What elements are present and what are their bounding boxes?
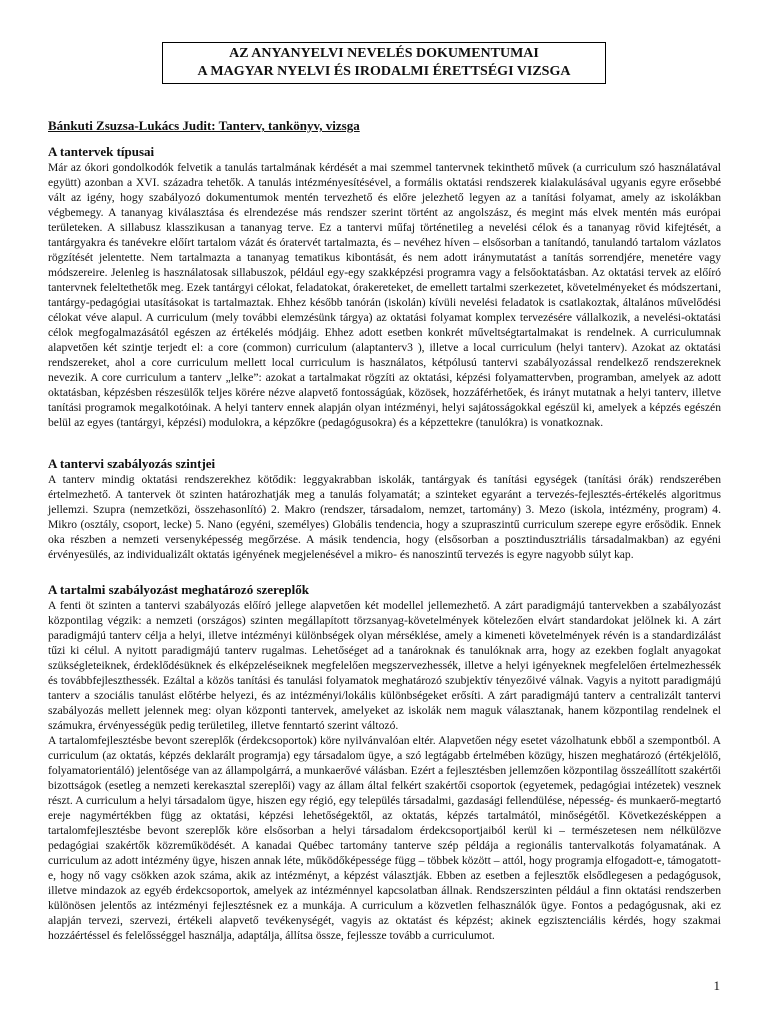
- section-paragraph: A tartalomfejlesztésbe bevont szereplők (érdekcsoportok) köre nyilvánvalóan eltér. Alapvetően négy esetet vázolhatunk ebből a szempontból. A curriculum (az oktatás, képzés deklarált programja) egy társadalom ügye, a szó legtágabb értelmében közügy, hiszen meghatározó (értékjelölő, folyamatorientáló) jelentősége van az állampolgárrá, a munkaerővé válásban. Ezért a fejlesztésben jellemzően központilag összeállított szakértői bizottságok (esetleg a nemzeti kerekasztal szereplői) vagy az állam által felkért szakértői csoportok (egyetemek, pedagógiai intézetek) vesznek részt. A curriculum a helyi társadalom ügye, hiszen egy régió, egy település társadalmi, gazdasági fellendülése, népesség- és munkaerő-megtartó ereje nagymértékben függ az oktatási, képzési lehetőségektől, az oktatás, képzés tartalmától, minőségétől. Következésképpen a tartalomfejlesztésbe bevont szereplők köre elsősorban a helyi társadalom érdekcsoportjaiból kerül ki – természetesen nem nélkülözve pedagógiai szakértők közreműködését. A kanadai Québec tartomány tanterve szép példája a regionális tantervalkotás folyamatának. A curriculum az adott intézmény ügye, hiszen annak léte, működőképessége függ – többek között – attól, hogy programja elfogadott-e, támogatott-e, hogy nő vagy csökken azok száma, akik az intézményt, a képzést választják. Ebben az esetben a fejlesztők elsődlegesen a pedagógusok, illetve mindazok az egyéb érdekcsoportok, amelyek az intézménnyel kapcsolatban állnak. Rendszerszinten például a finn oktatási rendszerben különösen jelentős az intézményi fejlesztésnek ez a munkája. A curriculum a közvetlen felhasználók ügye. Fontos a pedagógusnak, aki ez alapján tervezi, szervezi, értékeli alapvető tevékenységét, vagyis az oktatást és képzést; akinek egzisztenciális kérdés, hogy szakmai hozzáértéssel és felelősséggel használja, adaptálja, állítsa össze, fejlessze tovább a curriculumot.: [48, 734, 721, 942]
- section-szabalyozas-szintjei: [48, 456, 721, 562]
- section-paragraph: A tanterv mindig oktatási rendszerekhez kötődik: leggyakrabban iskolák, tantárgyak és tanítási egységek (tanítási órák) rendszerében értelmezhető. A tantervek öt szinten határozhatják meg a tanulás folyamatát; a szinteket egyaránt a tervezés-fejlesztés-értékelés algoritmus jellemzi. Szupra (nemzetközi, összehasonlító) 2. Makro (rendszer, társadalom, nemzet, tartomány) 3. Mezo (iskola, intézmény, program) 4. Mikro (osztály, csoport, lecke) 5. Nano (egyéni, személyes) Globális tendencia, hogy a szupraszintű curriculum szerepe egyre erősödik. Ennek oka részben a nemzeti versenyképesség megőrzése. A másik tendencia, hogy (elsősorban a posztindusztriális társadalmakban) az egyéni érvényesülés, az individualizált oktatás igényének megjelenésével a mikro- és nanoszintű tervezés is egyre nagyobb súlyt kap.: [48, 473, 721, 561]
- author-line: Bánkuti Zsuzsa-Lukács Judit: Tanterv, tankönyv, vizsga: [48, 118, 360, 133]
- section-heading: A tartalmi szabályozást meghatározó szereplők: [48, 582, 309, 597]
- section-heading: A tantervi szabályozás szintjei: [48, 456, 216, 471]
- title-box: [162, 42, 606, 84]
- section-szereplok: [48, 582, 721, 943]
- title-line-2: A MAGYAR NYELVI ÉS IRODALMI ÉRETTSÉGI VIZSGA: [197, 64, 571, 79]
- section-paragraph: A fenti öt szinten a tantervi szabályozás előíró jellege alapvetően két modellel jellemezhető. A zárt paradigmájú tantervekben a szabályozást központilag végzik: a nemzeti (országos) szinten megállapított törzsanyag-követelmények kötelezően elvárt standardokat jelölnek ki. A zárt paradigmájú tanterv célja a helyi, illetve intézményi különbségek olyan mérséklése, amely a kimeneti követelmények révén is a standardizálást tűzi ki célul. A nyitott paradigmájú tanterv rugalmas. Lehetőséget ad a tanároknak és tanulóknak arra, hogy az ezekben foglalt anyagokat szükségleteiknek, érdeklődésüknek és elképzeléseiknek megfelelően megszervezhessék, illetve a helyi igényeknek megfelelően értelmezhessék és továbbfejleszthessék. Ezáltal a közös tanítási és tanulási folyamatok meghatározó szubjektív tényezőivé válnak. Vagyis a nyitott paradigmájú tanterv a szociális tanulást előtérbe helyezi, és az intézményi/lokális különbségeket erősíti. A zárt paradigmájú tanterv a centralizált tantervi szabályozás mellett jelennek meg: olyan központi tantervek, amelyeket az iskolák nem maguk választanak, hanem központilag rendelnek el számukra, érvényességük pedig területileg, illetve fenntartó szerint változó.: [48, 599, 721, 732]
- page-number: 1: [713, 978, 720, 993]
- section-paragraph: Már az ókori gondolkodók felvetik a tanulás tartalmának kérdését a mai szemmel tantervnek tekinthető művek (a curriculum szó használatával együtt) azonban a XVI. századra tehetők. A tanulás intézményesítésével, a formális oktatási rendszerek kialakulásával ugyanis egyre erősebbé vált az igény, hogy szabályozó dokumentumok mentén tervezhető és előre jelezhető legyen az a tanítási folyamat, amely az iskolákban végbemegy. A tananyag kiválasztása és elrendezése más rendszer szerint történt az angolszász, és megint más elvek mentén más európai területeken. A sillabusz klasszikusan a tananyag terve. Ez a tantervi műfaj történetileg a nevelési célok és a tananyag rövid kifejtését, a tantárgyakra és tanévekre előírt tartalom vázát és óratervét tartalmazta, és – nevéhez híven – elsősorban a tanítandó, tanulandó tartalom vázlatos rögzítését jelentette. Nem tartalmazta a tananyag tematikus kibontását, és nem adott iránymutatást a tanítás sorrendjére, menetére vagy módszereire. Jelenleg is használatosak sillabuszok, például egy-egy szakképzési programra vagy a felsőoktatásban. Az oktatási tervek az előíró tantervnek feleltethetők meg. Ezek tantárgyi célokat, feladatokat, órakereteket, de emellett tartalmi szerkezetet, követelményeket és módszertani, tantárgy-pedagógiai utasításokat is tartalmaztak. Ehhez később tanórán (iskolán) kívüli nevelési feladatok is csatlakoztak, általános művelődési célokat véve alapul. A curriculum (mely további elemzésünk tárgya) az oktatási folyamat komplex tervezésére vállalkozik, a nevelési-oktatási célok megfogalmazásától egészen az értékelés módjáig. Ehhez adott esetben konkrét műveltségtartalmakat is rendelnek. A curriculumnak alapvetően két szintje terjedt el: a core (common) curriculum (alaptanterv3 ), illetve a local curriculum (helyi tanterv). Azokat az oktatási rendszereket, ahol a core curriculum mellett local curriculum is használatos, kétpólusú tantervi szabályozással rendelkező rendszereknek nevezik. A core curriculum a tanterv „lelke”: azokat a tartalmakat rögzíti az oktatási, képzési folyamattervben, programban, amelyek az adott oktatásban, képzésben részesülők teljes körére nézve alapvető fontosságúak, közösek, hozzáférhetőek, és irányt mutatnak a helyi tanterv, illetve tanítási programok megalkotóinak. A helyi tanterv ennek alapján olyan intézményi, helyi sajátosságokkal egészül ki, amelyek a képzés egészén belül az egyes (tantárgyi, képzési) modulokra, a képzőkre (pedagógusokra) és a képzettekre (tanulókra) is vonatkoznak.: [48, 161, 721, 429]
- title-line-1: AZ ANYANYELVI NEVELÉS DOKUMENTUMAI: [229, 46, 539, 61]
- section-tantervek-tipusai: [48, 144, 721, 430]
- section-heading: A tantervek típusai: [48, 144, 155, 159]
